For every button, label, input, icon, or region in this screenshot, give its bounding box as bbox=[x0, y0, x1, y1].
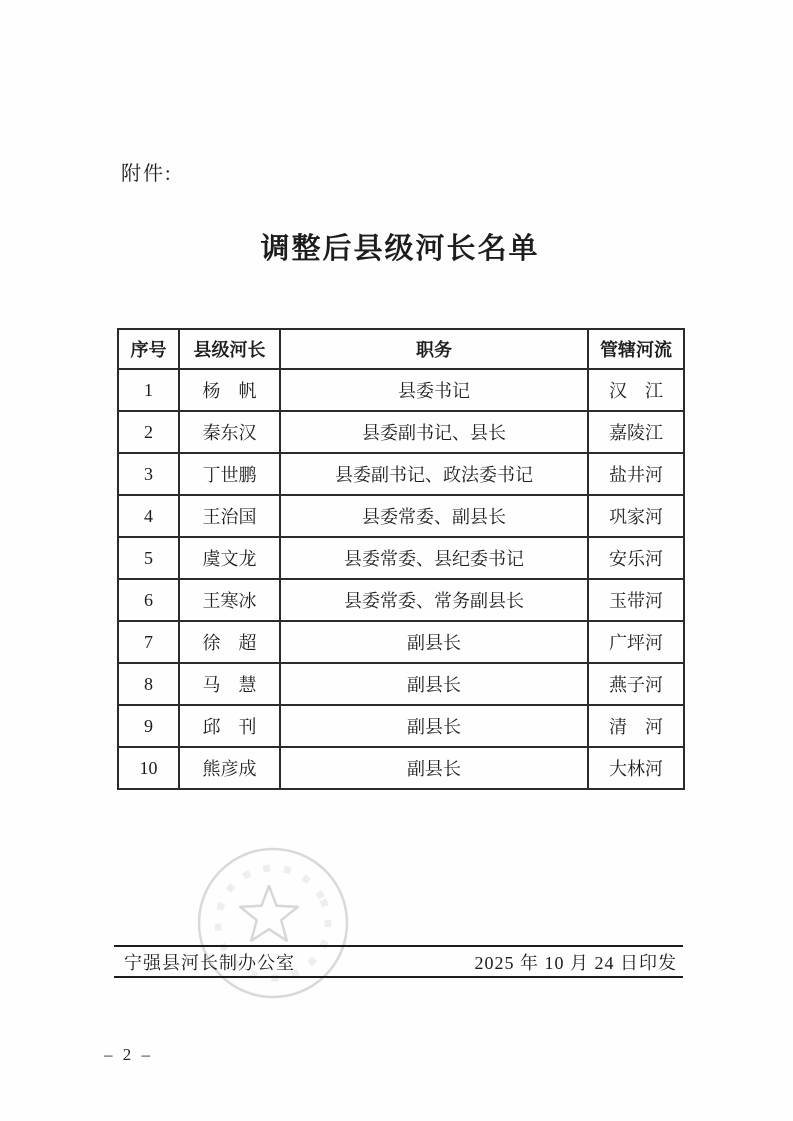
column-header-river: 管辖河流 bbox=[588, 329, 684, 369]
column-header-name: 县级河长 bbox=[179, 329, 280, 369]
name-cell: 马 慧 bbox=[179, 663, 280, 705]
table-row bbox=[118, 747, 684, 789]
serial-cell: 1 bbox=[118, 369, 179, 411]
serial-cell: 3 bbox=[118, 453, 179, 495]
river-cell: 安乐河 bbox=[588, 537, 684, 579]
serial-cell: 4 bbox=[118, 495, 179, 537]
name-cell: 虞文龙 bbox=[179, 537, 280, 579]
serial-cell: 6 bbox=[118, 579, 179, 621]
name-cell: 熊彦成 bbox=[179, 747, 280, 789]
position-cell: 县委书记 bbox=[280, 369, 588, 411]
table-row bbox=[118, 495, 684, 537]
page-title: 调整后县级河长名单 bbox=[260, 233, 540, 265]
river-cell: 清 河 bbox=[588, 705, 684, 747]
name-cell: 丁世鹏 bbox=[179, 453, 280, 495]
footer-issuer: 宁强县河长制办公室 bbox=[124, 952, 295, 973]
table-header-row bbox=[118, 329, 684, 369]
position-cell: 县委常委、常务副县长 bbox=[280, 579, 588, 621]
river-cell: 大林河 bbox=[588, 747, 684, 789]
position-cell: 县委副书记、县长 bbox=[280, 411, 588, 453]
footer-band bbox=[114, 945, 683, 978]
river-cell: 嘉陵江 bbox=[588, 411, 684, 453]
official-seal-stamp bbox=[194, 844, 352, 1002]
river-cell: 玉带河 bbox=[588, 579, 684, 621]
table-row bbox=[118, 579, 684, 621]
river-cell: 盐井河 bbox=[588, 453, 684, 495]
position-cell: 副县长 bbox=[280, 705, 588, 747]
name-cell: 杨 帆 bbox=[179, 369, 280, 411]
serial-cell: 8 bbox=[118, 663, 179, 705]
river-cell: 巩家河 bbox=[588, 495, 684, 537]
position-cell: 县委副书记、政法委书记 bbox=[280, 453, 588, 495]
attachment-label: 附件: bbox=[121, 163, 173, 185]
name-cell: 秦东汉 bbox=[179, 411, 280, 453]
table-row bbox=[118, 621, 684, 663]
table-row bbox=[118, 411, 684, 453]
column-header-position: 职务 bbox=[280, 329, 588, 369]
river-cell: 广坪河 bbox=[588, 621, 684, 663]
serial-cell: 10 bbox=[118, 747, 179, 789]
table-row bbox=[118, 705, 684, 747]
footer-print-date: 2025 年 10 月 24 日印发 bbox=[474, 952, 677, 973]
serial-cell: 2 bbox=[118, 411, 179, 453]
serial-cell: 7 bbox=[118, 621, 179, 663]
river-cell: 燕子河 bbox=[588, 663, 684, 705]
position-cell: 县委常委、县纪委书记 bbox=[280, 537, 588, 579]
position-cell: 县委常委、副县长 bbox=[280, 495, 588, 537]
column-header-serial: 序号 bbox=[118, 329, 179, 369]
serial-cell: 5 bbox=[118, 537, 179, 579]
star-icon bbox=[240, 886, 298, 941]
table-row bbox=[118, 663, 684, 705]
serial-cell: 9 bbox=[118, 705, 179, 747]
table-row bbox=[118, 537, 684, 579]
position-cell: 副县长 bbox=[280, 621, 588, 663]
river-cell: 汉 江 bbox=[588, 369, 684, 411]
position-cell: 副县长 bbox=[280, 663, 588, 705]
table-row bbox=[118, 369, 684, 411]
name-cell: 王治国 bbox=[179, 495, 280, 537]
name-cell: 王寒冰 bbox=[179, 579, 280, 621]
river-chiefs-table bbox=[117, 328, 685, 790]
table-row bbox=[118, 453, 684, 495]
name-cell: 邱 刊 bbox=[179, 705, 280, 747]
position-cell: 副县长 bbox=[280, 747, 588, 789]
page-number: – 2 – bbox=[104, 1045, 153, 1064]
name-cell: 徐 超 bbox=[179, 621, 280, 663]
